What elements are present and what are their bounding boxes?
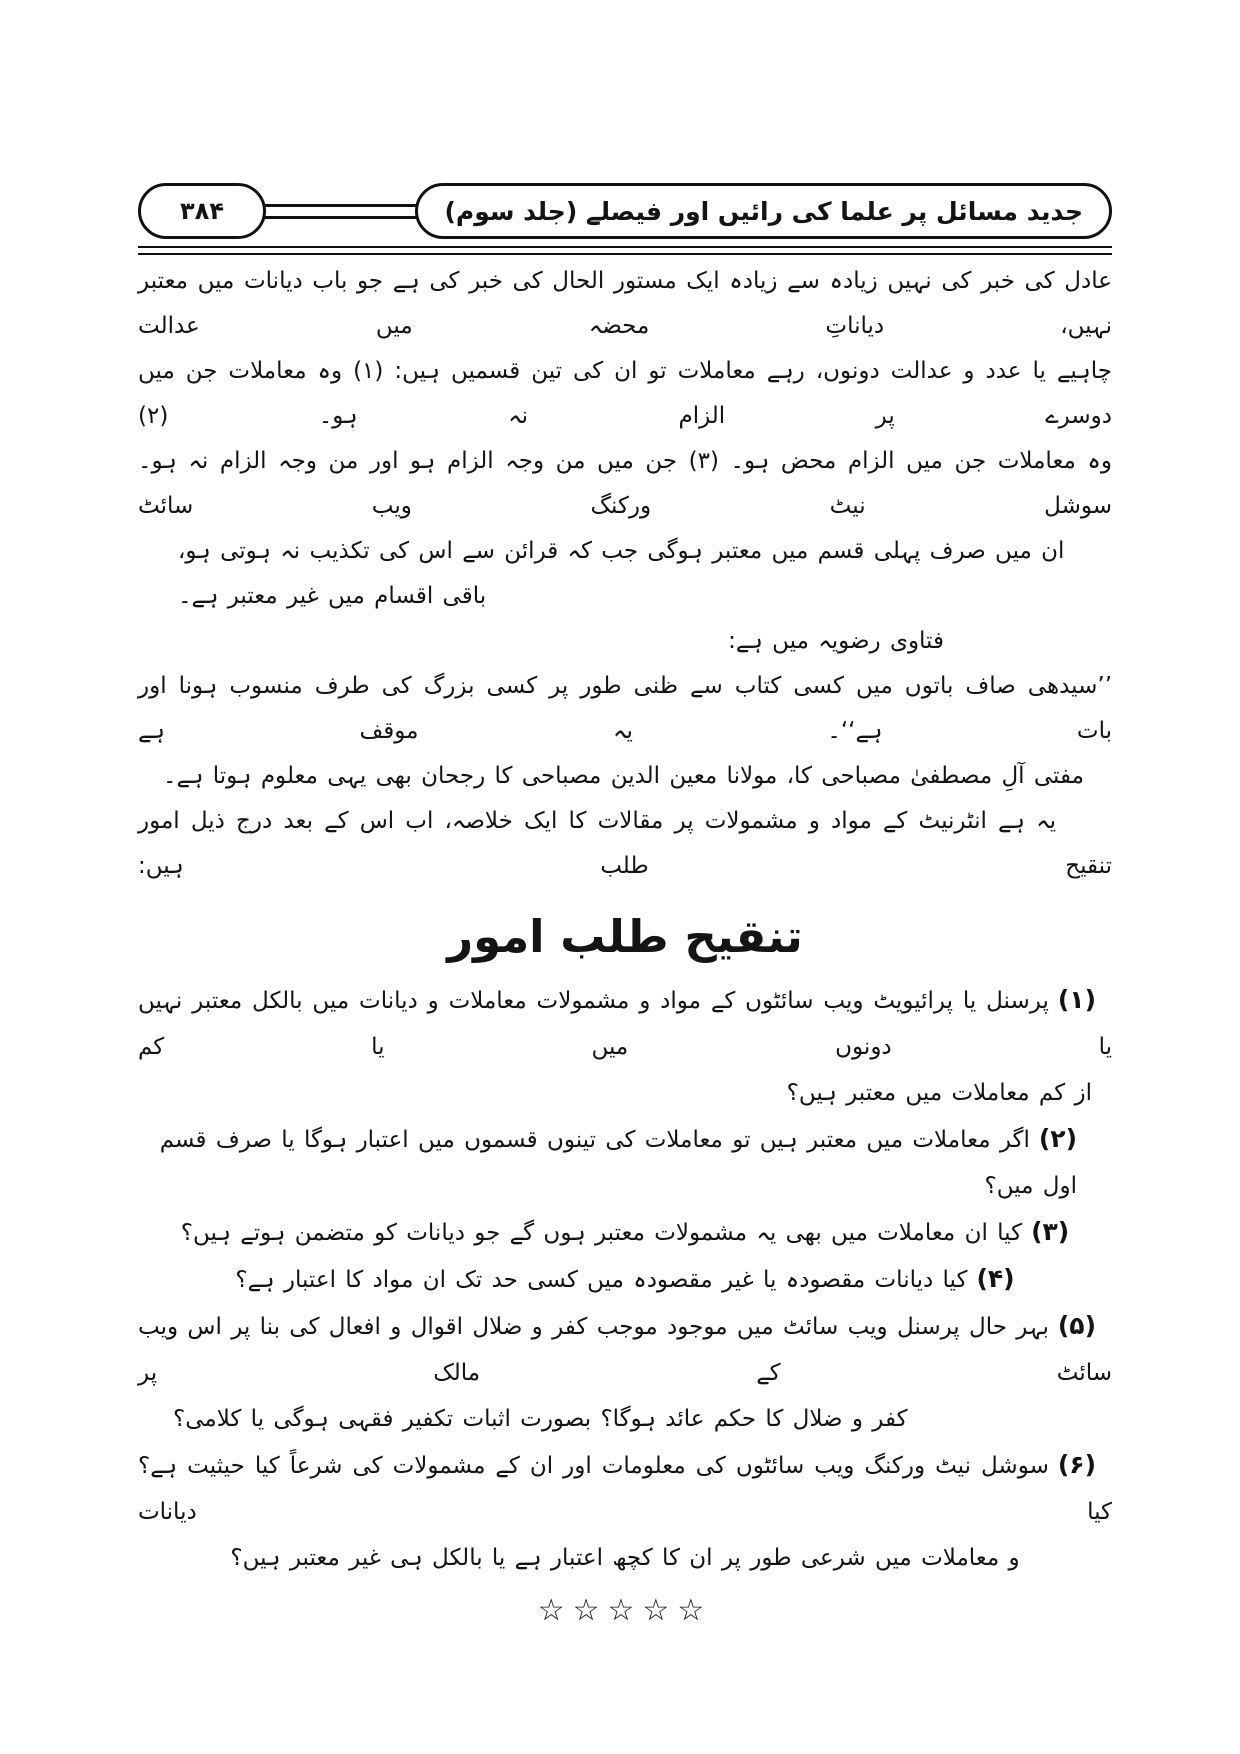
summary-line: یہ ہے انٹرنیٹ کے مواد و مشمولات پر مقالات کا ایک خلاصہ، اب اس کے بعد درج ذیل امور تنقیح طلب ہیں: [138, 808, 1112, 879]
item-line [138, 1303, 1112, 1396]
quote-line: ’’سیدھی صاف باتوں میں کسی کتاب سے ظنی طور پر کسی بزرگ کی طرف منسوب ہونا اور بات ہے‘‘۔ یہ موقف ہے [138, 673, 1112, 744]
body-line: عادل کی خبر کی نہیں زیادہ سے زیادہ ایک مستور الحال کی خبر کی ہے جو باب دیانات میں معتبر نہیں، دیاناتِ محضہ میں عدالت [138, 268, 1112, 339]
stars-divider: ☆☆☆☆☆ [537, 1593, 713, 1628]
item-number: (۱) [1057, 985, 1096, 1014]
header-divider-rule [138, 246, 1112, 255]
header-connector-rule [262, 204, 419, 219]
item-text: کفر و ضلال کا حکم عائد ہوگا؟ بصورت اثبات تکفیر فقہی ہوگی یا کلامی؟ [173, 1406, 908, 1432]
page-number-badge: ۳۸۴ [138, 183, 266, 239]
item-text: کیا ان معاملات میں بھی یہ مشمولات معتبر ہوں گے جو دیانات کو متضمن ہوتے ہیں؟ [180, 1220, 1023, 1246]
quote-line: مفتی آلِ مصطفیٰ مصباحی کا، مولانا معین الدین مصباحی کا رجحان بھی یہی معلوم ہوتا ہے۔ [163, 763, 1084, 789]
section-heading: تنقیح طلب امور [447, 910, 803, 963]
item-number: (۵) [1057, 1311, 1096, 1340]
item-text: و معاملات میں شرعی طور پر ان کا کچھ اعتبار ہے یا بالکل ہی غیر معتبر ہیں؟ [230, 1545, 1020, 1571]
item-text: از کم معاملات میں معتبر ہیں؟ [786, 1080, 1092, 1106]
item-text: سوشل نیٹ ورکنگ ویب سائٹوں کی معلومات اور ان کے مشمولات کی شرعاً کیا حیثیت ہے؟ کیا دیانات [138, 1453, 1112, 1525]
item-line [138, 1209, 1112, 1256]
item-line [138, 1535, 1112, 1581]
item-line [138, 1396, 1112, 1442]
item-line [138, 1442, 1112, 1535]
item-number: (۴) [976, 1264, 1015, 1293]
item-line [138, 1070, 1112, 1116]
body-line: وہ معاملات جن میں الزام محض ہو۔ (۳) جن میں من وجہ الزام ہو اور من وجہ الزام نہ ہو۔ سوشل نیٹ ورکنگ ویب سائٹ [138, 448, 1113, 519]
fatawa-intro-line: فتاوی رضویہ میں ہے: [728, 628, 944, 654]
item-number: (۶) [1057, 1450, 1096, 1479]
item-line [138, 1116, 1112, 1209]
item-line [138, 1256, 1112, 1303]
item-number: (۳) [1031, 1217, 1070, 1246]
item-text: کیا دیانات مقصودہ یا غیر مقصودہ میں کسی حد تک ان مواد کا اعتبار ہے؟ [235, 1267, 968, 1293]
body-line: چاہیے یا عدد و عدالت دونوں، رہے معاملات تو ان کی تین قسمیں ہیں: (۱) وہ معاملات جن میں دوسرے پر الزام نہ ہو۔ (۲) [138, 358, 1112, 429]
item-text: اگر معاملات میں معتبر ہیں تو معاملات کی تینوں قسموں میں اعتبار ہوگا یا صرف قسم اول میں؟ [159, 1127, 1077, 1199]
page-header [138, 182, 1112, 240]
item-text: پرسنل یا پرائیویٹ ویب سائٹوں کے مواد و مشمولات معاملات و دیانات میں بالکل معتبر نہیں یا دونوں میں یا کم [138, 988, 1112, 1060]
item-line [138, 977, 1112, 1070]
item-number: (۲) [1038, 1124, 1077, 1153]
page-body [138, 259, 1112, 1631]
body-line: ان میں صرف پہلی قسم میں معتبر ہوگی جب کہ قرائن سے اس کی تکذیب نہ ہوتی ہو، باقی اقسام میں غیر معتبر ہے۔ [178, 538, 1065, 609]
book-title-badge: جدید مسائل پر علما کی رائیں اور فیصلے (جلد سوم) [415, 183, 1112, 239]
item-text: بہر حال پرسنل ویب سائٹ میں موجود موجب کفر و ضلال اقوال و افعال کی بنا پر اس ویب سائٹ کے مالک پر [138, 1314, 1112, 1386]
